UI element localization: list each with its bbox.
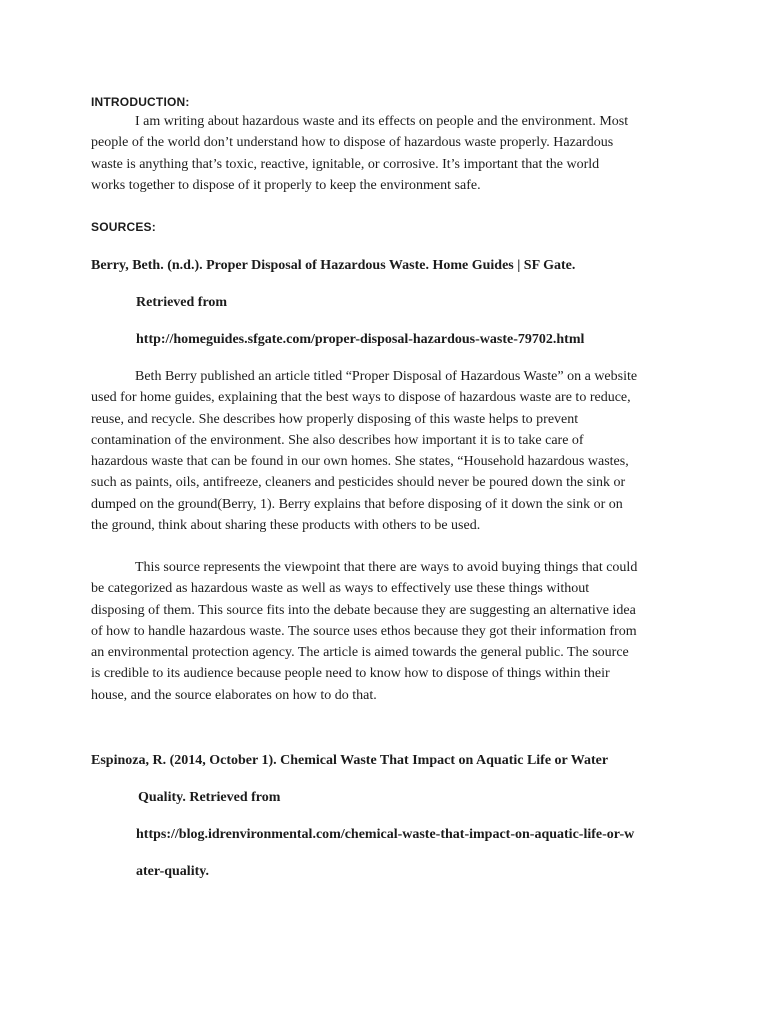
- introduction-paragraph: [91, 111, 691, 196]
- source1-analysis: [91, 557, 691, 706]
- summary-line: dumped on the ground(Berry, 1). Berry explains that before disposing of it down the sink or on: [91, 496, 623, 512]
- analysis-line: is credible to its audience because people need to know how to dispose of things within their: [91, 666, 610, 682]
- summary-line: reuse, and recycle. She describes how properly disposing of this waste helps to prevent: [91, 411, 579, 427]
- source2-url-line1: https://blog.idrenvironmental.com/chemical-waste-that-impact-on-aquatic-life-or-w: [136, 827, 635, 842]
- analysis-line: an environmental protection agency. The article is aimed towards the general public. The source: [91, 645, 629, 661]
- introduction-line: waste is anything that’s toxic, reactive, ignitable, or corrosive. It’s important that the world: [91, 156, 600, 172]
- source1-retrieved-label: Retrieved from: [136, 295, 228, 310]
- summary-line: hazardous waste that can be found in our own homes. She states, “Household hazardous wastes,: [91, 454, 629, 470]
- introduction-line: people of the world don’t understand how to dispose of hazardous waste properly. Hazardous: [91, 135, 614, 151]
- summary-line: Beth Berry published an article titled “Proper Disposal of Hazardous Waste” on a website: [135, 369, 638, 384]
- analysis-line: of how to handle hazardous waste. The source uses ethos because they got their information from: [91, 623, 637, 639]
- summary-line: contamination of the environment. She also describes how important it is to take care of: [91, 432, 584, 448]
- source1-url: http://homeguides.sfgate.com/proper-disposal-hazardous-waste-79702.html: [136, 332, 585, 347]
- source2-citation-continued: Quality. Retrieved from: [138, 790, 281, 805]
- sources-heading: SOURCES:: [91, 220, 156, 234]
- analysis-line: be categorized as hazardous waste as well as ways to effectively use these things without: [91, 581, 590, 597]
- analysis-line: disposing of them. This source fits into the debate because they are suggesting an alternative idea: [91, 602, 636, 618]
- source1-summary: [91, 366, 691, 536]
- summary-line: such as paints, oils, antifreeze, cleaners and pesticides should never be poured down the sink or: [91, 475, 626, 491]
- analysis-line: This source represents the viewpoint that there are ways to avoid buying things that could: [135, 560, 638, 575]
- source2-citation: Espinoza, R. (2014, October 1). Chemical Waste That Impact on Aquatic Life or Water: [91, 753, 609, 768]
- summary-line: the ground, think about sharing these products with others to be used.: [91, 518, 481, 534]
- introduction-line: works together to dispose of it properly to keep the environment safe.: [91, 177, 481, 193]
- analysis-line: house, and the source elaborates on how to do that.: [91, 687, 377, 703]
- summary-line: used for home guides, explaining that the best ways to dispose of hazardous waste are to reduce,: [91, 390, 631, 406]
- introduction-heading: INTRODUCTION:: [91, 95, 190, 109]
- introduction-line: I am writing about hazardous waste and its effects on people and the environment. Most: [135, 114, 629, 129]
- source2-url-line2: ater-quality.: [136, 864, 209, 879]
- source1-citation: Berry, Beth. (n.d.). Proper Disposal of Hazardous Waste. Home Guides | SF Gate.: [91, 258, 576, 273]
